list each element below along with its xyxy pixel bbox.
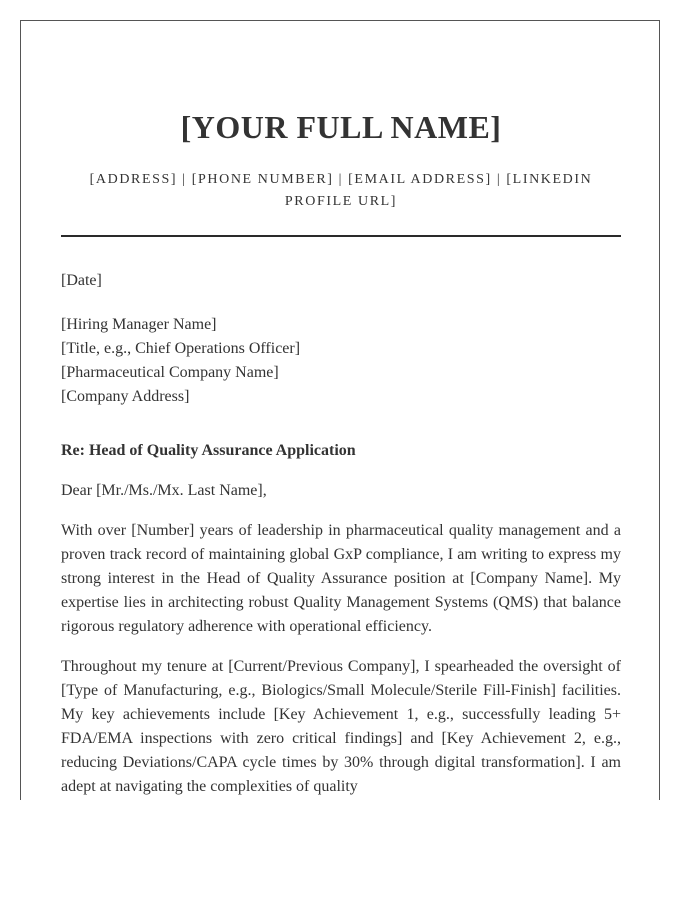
- recipient-company: [Pharmaceutical Company Name]: [61, 364, 279, 381]
- applicant-name: [YOUR FULL NAME]: [180, 109, 502, 145]
- letter-content: [61, 21, 621, 799]
- subject-line: Re: Head of Quality Assurance Application: [61, 442, 356, 459]
- recipient-title: [Title, e.g., Chief Operations Officer]: [61, 340, 301, 357]
- recipient-address: [Company Address]: [61, 388, 190, 405]
- letter-page: [20, 20, 660, 800]
- contact-line: [ADDRESS] | [PHONE NUMBER] | [EMAIL ADDRESS] | [LINKEDIN PROFILE URL]: [89, 172, 593, 209]
- recipient-name: [Hiring Manager Name]: [61, 316, 217, 333]
- recipient-block: [61, 313, 621, 409]
- letter-date: [Date]: [61, 272, 102, 289]
- salutation: Dear [Mr./Ms./Mx. Last Name],: [61, 482, 267, 499]
- body-paragraph-1: With over [Number] years of leadership in pharmaceutical quality management and a proven track record of maintaining global GxP compliance, I am writing to express my strong interest in the Head of Quality Assurance position at [Company Name]. My expertise lies in architecting robust Quality Management Systems (QMS) that balance rigorous regulatory adherence with operational efficiency.: [61, 522, 621, 635]
- body-paragraph-2: Throughout my tenure at [Current/Previous Company], I spearheaded the oversight of [Type of Manufacturing, e.g., Biologics/Small Molecule/Sterile Fill-Finish] facilities. My key achievements include [Key Achievement 1, e.g., successfully leading 5+ FDA/EMA inspections with zero critical findings] and [Key Achievement 2, e.g., reducing Deviations/CAPA cycle times by 30% through digital transformation]. I am adept at navigating the complexities of quality: [61, 658, 621, 795]
- header-divider: [61, 235, 621, 237]
